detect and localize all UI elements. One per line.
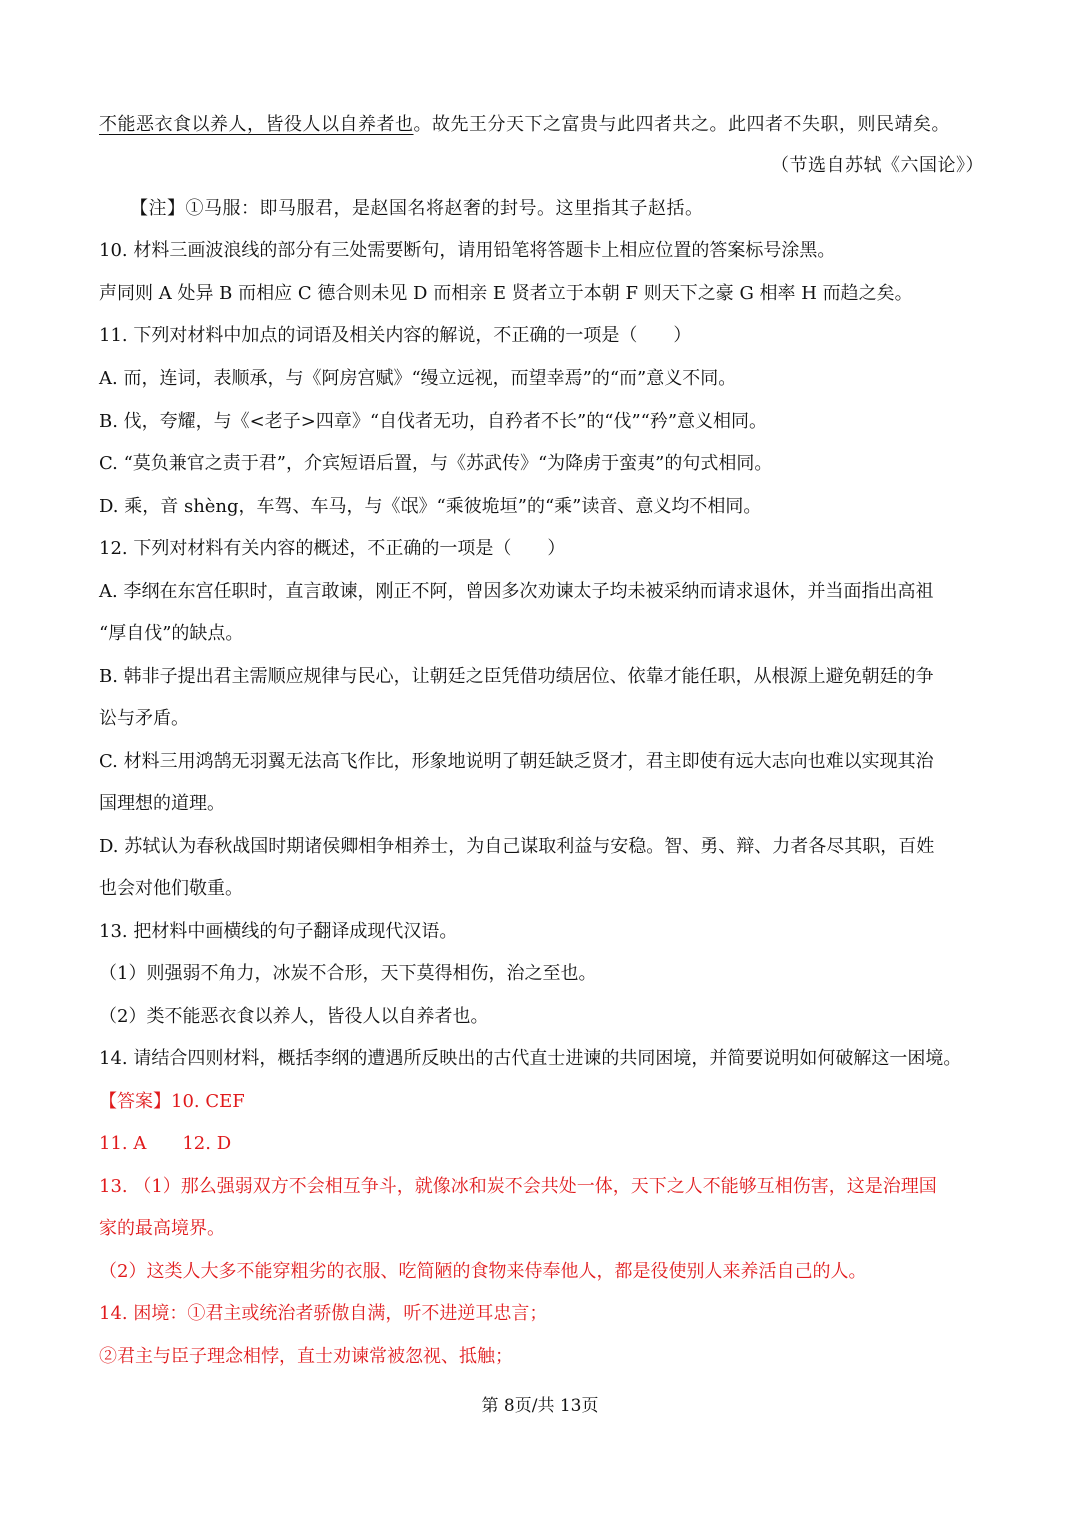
- question-12-option-d-line-1: D. 苏轼认为春秋战国时期诸侯卿相争相养士，为自己谋取利益与安稳。智、勇、辩、力者各尽其职，百姓: [99, 836, 935, 857]
- passage-text: 。故先王分天下之富贵与此四者共之。此四者不失职，则民靖矣。: [413, 114, 950, 135]
- question-11-option-b: B. 伐，夸耀，与《<老子>四章》“自伐者无功，自矜者不长”的“伐”“矜”意义相同。: [99, 411, 768, 432]
- passage-note: 【注】①马服：即马服君，是赵国名将赵奢的封号。这里指其子赵括。: [130, 198, 704, 219]
- question-12: 12. 下列对材料有关内容的概述，不正确的一项是（ ）: [99, 538, 566, 559]
- question-13: 13. 把材料中画横线的句子翻译成现代汉语。: [99, 921, 458, 942]
- question-12-option-a-line-2: “厚自伐”的缺点。: [99, 623, 244, 644]
- question-11-option-d: D. 乘，音 shèng，车驾、车马，与《氓》“乘彼垝垣”的“乘”读音、意义均不相同。: [99, 496, 762, 517]
- answer-11-12: 11. A 12. D: [99, 1133, 232, 1154]
- answer-10: 【答案】10. CEF: [99, 1091, 245, 1112]
- question-13-item-1: （1）则强弱不角力，冰炭不合形，天下莫得相伤，治之至也。: [99, 963, 597, 984]
- passage-source: （节选自苏轼《六国论》）: [771, 155, 984, 176]
- question-12-option-a-line-1: A. 李纲在东宫任职时，直言敢谏，刚正不阿，曾因多次劝谏太子均未被采纳而请求退休，并当面指出高祖: [99, 581, 934, 602]
- question-12-option-b-line-1: B. 韩非子提出君主需顺应规律与民心，让朝廷之臣凭借功绩居位、依靠才能任职，从根源上避免朝廷的争: [99, 666, 934, 687]
- answer-13-2: （2）这类人大多不能穿粗劣的衣服、吃简陋的食物来侍奉他人，都是役使别人来养活自己的人。: [99, 1261, 867, 1282]
- question-11-option-a: A. 而，连词，表顺承，与《阿房宫赋》“缦立远视，而望幸焉”的“而”意义不同。: [99, 368, 737, 389]
- question-10-text: 声同则 A 处异 B 而相应 C 德合则未见 D 而相亲 E 贤者立于本朝 F 则天下之豪 G 相率 H 而趋之矣。: [99, 283, 913, 304]
- question-12-option-c-line-1: C. 材料三用鸿鹄无羽翼无法高飞作比，形象地说明了朝廷缺乏贤才，君主即使有远大志向也难以实现其治: [99, 751, 934, 772]
- passage-line-1: [99, 111, 984, 139]
- page-number: 第 8页/共 13页: [481, 1396, 599, 1416]
- question-12-option-b-line-2: 讼与矛盾。: [99, 708, 189, 729]
- answer-13-1-line-2: 家的最高境界。: [99, 1218, 225, 1239]
- question-14: 14. 请结合四则材料，概括李纲的遭遇所反映出的古代直士进谏的共同困境，并简要说明如何破解这一困境。: [99, 1048, 962, 1069]
- question-11-option-c: C. “莫负兼官之责于君”，介宾短语后置，与《苏武传》“为降虏于蛮夷”的句式相同。: [99, 453, 773, 474]
- question-13-item-2: （2）类不能恶衣食以养人，皆役人以自养者也。: [99, 1006, 489, 1027]
- answer-13-1-line-1: 13. （1）那么强弱双方不会相互争斗，就像冰和炭不会共处一体，天下之人不能够互相伤害，这是治理国: [99, 1176, 937, 1197]
- question-11: 11. 下列对材料中加点的词语及相关内容的解说，不正确的一项是（ ）: [99, 325, 692, 346]
- question-12-option-c-line-2: 国理想的道理。: [99, 793, 225, 814]
- answer-14-line-1: 14. 困境：①君主或统治者骄傲自满，听不进逆耳忠言；: [99, 1303, 548, 1324]
- question-10: 10. 材料三画波浪线的部分有三处需要断句，请用铅笔将答题卡上相应位置的答案标号涂黑。: [99, 240, 836, 261]
- answer-14-line-2: ②君主与臣子理念相悖，直士劝谏常被忽视、抵触；: [99, 1346, 513, 1367]
- underlined-sentence: 不能恶衣食以养人，皆役人以自养者也: [99, 114, 414, 135]
- question-12-option-d-line-2: 也会对他们敬重。: [99, 878, 243, 899]
